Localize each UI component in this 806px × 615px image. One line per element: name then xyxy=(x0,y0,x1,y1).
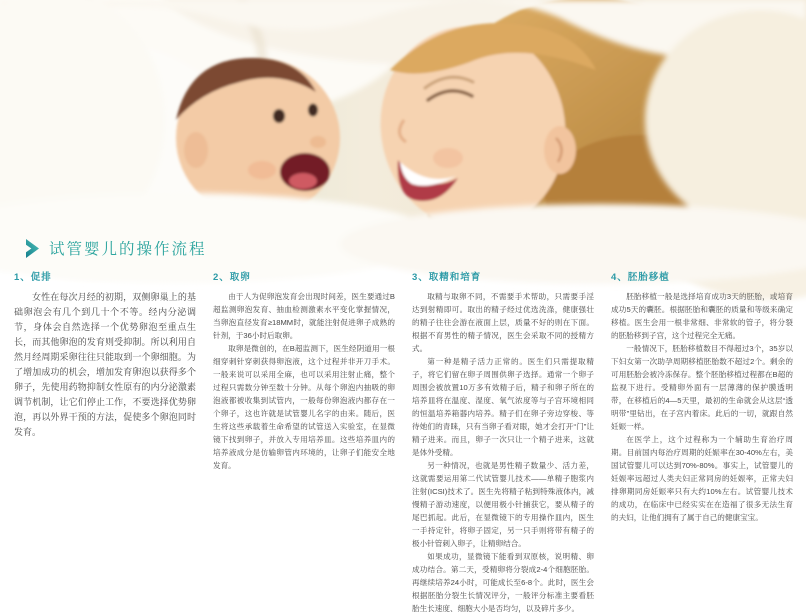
section-heading: 3、取精和培育 xyxy=(412,272,482,283)
paragraph: 取卵是微创的，在B超监测下，医生经阴道用一根细穿刺针穿刺获得卵泡液，这个过程并非开刀手术。一般来说可以采用全麻，也可以采用注射止痛，整个过程只需数分钟至数十分钟。从每个卵泡内抽吸的卵泡液都被收集到试管内，一般每份卵泡液内都存在一个卵子，这也许就是试管婴儿名字的由来。随后，医生将这些承载着生命希望的试管送入实验室，在显微镜下找到卵子，并放入专用培养皿。这些培养皿内的培养液成分是仿输卵管内环境的，让卵子们能安全地发育。 xyxy=(213,344,395,470)
paragraph: 女性在每次月经的初期，双侧卵巢上的基础卵泡会有几个到几十个不等。经内分泌调节，身体会自然选择一个优势卵泡至重点生长，而其他卵泡的发育则受抑制。所以利用自然月经周期采卵往往只能取到一个卵细胞。为了增加成功的机会，增加发育卵泡以获得多个卵子，先使用药物抑制女性原有的内分泌激素调节机制，让它们停止工作，不要选择优势卵泡，再以外界干预的方法，促使多个卵泡同时发育。 xyxy=(14,292,196,437)
section-sperm-and-culture xyxy=(412,269,594,615)
chevron-right-icon xyxy=(26,239,40,258)
section-heading: 2、取卵 xyxy=(213,272,251,283)
section-heading: 1、促排 xyxy=(14,272,52,283)
paragraph: 由于人为促卵泡发育会出现时间差，医生要通过B超监测卵泡发育、抽血检测激素水平变化掌握情况，当卵泡直径发育≥18MM时，就能注射促进卵子成熟的针剂，于36小时后取卵。 xyxy=(213,292,395,340)
paragraph: 另一种情况，也就是男性精子数量少、活力差，这就需要运用第二代试管婴儿技术——单精子胞浆内注射(ICSI)技术了。医生先将精子粘到特殊液体内，减慢精子游动速度，以便用极小针捕获它，要从精子的尾巴抓起。此后，在显微镜下的专用操作皿内，医生一手持定针，将卵子固定，另一只手则将带有精子的极小针管刺入卵子，让精卵结合。 xyxy=(412,461,594,548)
article-columns xyxy=(14,269,793,615)
paragraph: 胚胎移植一般是选择培育成功3天的胚胎，或培育成功5天的囊胚。根据胚胎和囊胚的质量和等级来确定移植。医生会用一根非常细、非常软的管子，将分裂的胚胎移到子宫，这个过程完全无痛。 xyxy=(611,292,793,340)
paragraph: 如果成功，显微镜下能看到双原核，说明精、卵成功结合。第二天，受精卵将分裂成2-4个细胞胚胎。再继续培养24小时，可能成长至6-8个。此时，医生会根据胚胎分裂生长情况评分，一般评分标准主要看胚胎生长速度、细胞大小是否均匀，以及碎片多少。 xyxy=(412,552,594,613)
article-title: 试管婴儿的操作流程 xyxy=(49,241,207,258)
section-ovulation-induction xyxy=(14,269,196,615)
paragraph: 一般情况下，胚胎移植数目不得超过3个，35岁以下妇女第一次助孕周期移植胚胎数不超过2个。剩余的可用胚胎会被冷冻保存。整个胚胎移植过程都在B超的监视下进行。受精卵外面有一层薄薄的保护膜透明带，在移植后的4—5天里，最初的生命就会从这层“透明带”里钻出，在子宫内着床。此后的一切，就跟自然妊娠一样。 xyxy=(611,344,793,431)
section-heading: 4、胚胎移植 xyxy=(611,272,670,283)
paragraph: 在医学上，这个过程称为一个辅助生育治疗周期。目前国内每治疗周期的妊娠率在30-40%左右，美国试管婴儿可以达到70%-80%。事实上，试管婴儿的妊娠率远超过人类夫妇正常同房的妊娠率，正常夫妇排卵期同房妊娠率只有大约10%左右。试管婴儿技术的成功，在临床中已经实实在在造福了很多无法生育的夫妇，让他们拥有了属于自己的健康宝宝。 xyxy=(611,435,793,522)
article-title-row xyxy=(26,237,207,259)
section-egg-retrieval xyxy=(213,269,395,615)
paragraph: 第一种是精子活力正常的。医生们只需提取精子，将它们留在卵子周围供卵子选择。通常一个卵子周围会被放置10万多有效精子后，精子和卵子所在的培养皿将在温度、湿度、氧气浓度等与子宫环境相同的恒温培养箱器内培养。精子们在卵子旁边穿梭、等待她们的青睐，只有当卵子看对眼，她才会打开“门”让精子进来。而且，卵子一次只让一个精子进来，这就是体外受精。 xyxy=(412,357,594,457)
paragraph: 取精与取卵不同，不需要手术帮助，只需要手淫达到射精即可。取出的精子经过优选洗涤，健康强壮的精子往往会游在液面上层，质量不好的则在下面。根据不育男性的精子情况，医生会采取不同的授精方式。 xyxy=(412,292,594,353)
section-embryo-transfer xyxy=(611,269,793,615)
mother-baby-photo xyxy=(0,0,806,230)
